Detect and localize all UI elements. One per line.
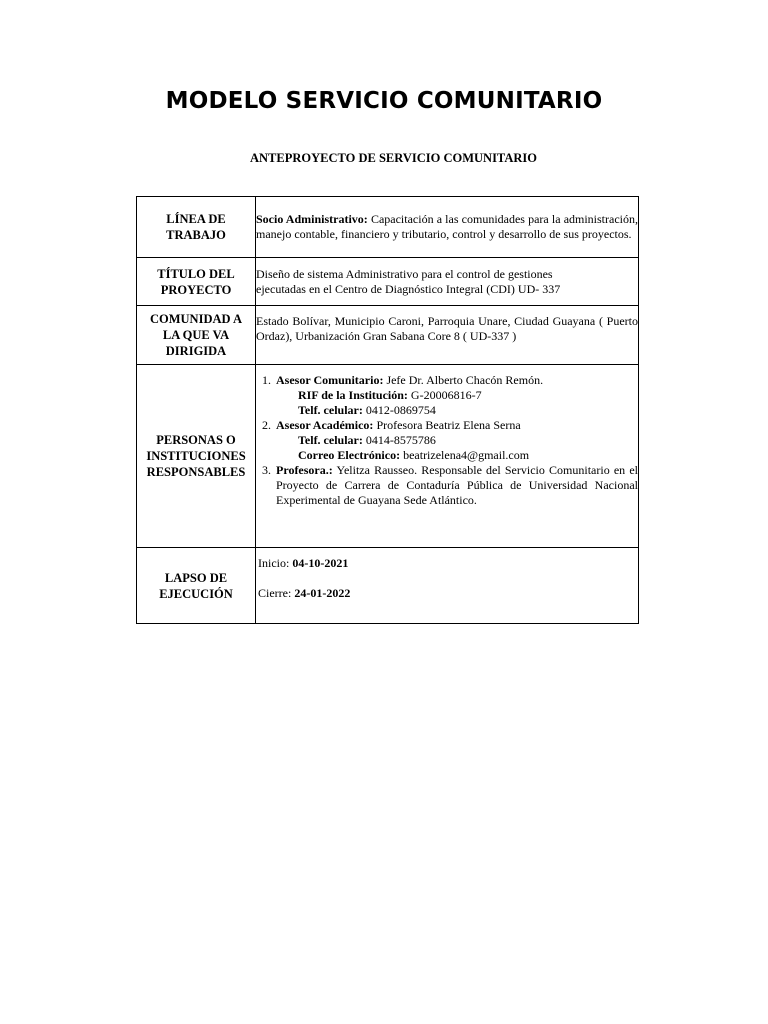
document-subtitle: ANTEPROYECTO DE SERVICIO COMUNITARIO [250, 151, 537, 165]
row-comunidad [137, 306, 639, 365]
row-linea-trabajo [137, 197, 639, 258]
row-titulo-proyecto [137, 258, 639, 306]
inicio-value: 04-10-2021 [292, 556, 349, 570]
inicio-label: Inicio: [258, 556, 293, 570]
telf-line-1 [276, 403, 638, 418]
project-table [136, 196, 639, 624]
titulo-line: Diseño de sistema Administrativo para el control de gestiones [256, 266, 553, 281]
label-comunidad [137, 306, 256, 365]
label-line: EJECUCIÓN [159, 586, 233, 601]
label-titulo-proyecto [137, 258, 256, 306]
linea-text: Capacitación a las comunidades para la administración, manejo contable, financiero y tributario, control y desarrollo de sus proyectos. [256, 212, 639, 241]
asesor-comunitario-label: Asesor Comunitario: [276, 373, 384, 387]
label-line: TRABAJO [166, 228, 226, 242]
label-line: DIRIGIDA [165, 344, 227, 358]
row-personas [137, 365, 639, 548]
label-line: LA QUE VA [162, 328, 230, 342]
profesora-label: Profesora.: [276, 463, 333, 477]
cierre-label: Cierre: [258, 586, 295, 600]
label-line: PERSONAS O [156, 433, 236, 447]
asesor-academico-text: Profesora Beatriz Elena Serna [373, 418, 521, 432]
asesor-academico-label: Asesor Académico: [276, 418, 374, 432]
telf-value-2: 0414-8575786 [362, 433, 436, 447]
row-lapso [137, 548, 639, 624]
telf-label-2: Telf. celular: [298, 433, 363, 447]
titulo-line: ejecutadas en el Centro de Diagnóstico Integral (CDI) UD- 337 [256, 281, 561, 296]
profesora-text: Yelitza Rausseo. Responsable del Servicio Comunitario en el Proyecto de Carrera de Contaduría Pública de Universidad Nacional Experimental de Guayana Sede Atlántico. [276, 463, 638, 507]
correo-value: beatrizelena4@gmail.com [400, 448, 530, 462]
cierre-value: 24-01-2022 [294, 586, 351, 600]
responsables-list [256, 373, 638, 508]
list-item-profesora [274, 463, 638, 508]
label-line: INSTITUCIONES [146, 449, 246, 463]
label-line: RESPONSABLES [146, 465, 246, 479]
label-personas [137, 365, 256, 548]
cierre-line [256, 586, 638, 601]
label-line: COMUNIDAD A [149, 312, 242, 326]
linea-bold-text: Socio Administrativo: [256, 212, 368, 226]
page-title: MODELO SERVICIO COMUNITARIO [165, 88, 603, 114]
telf-line-2 [276, 433, 638, 448]
list-item-asesor-academico [274, 418, 638, 463]
content-lapso [256, 548, 639, 624]
content-comunidad [256, 306, 639, 365]
rif-value: G-20006816-7 [407, 388, 482, 402]
correo-line [276, 448, 638, 463]
asesor-comunitario-text: Jefe Dr. Alberto Chacón Remón. [383, 373, 544, 387]
content-titulo-proyecto [256, 258, 639, 306]
label-lapso [137, 548, 256, 624]
comunidad-text: Estado Bolívar, Municipio Caroni, Parroquia Unare, Ciudad Guayana ( Puerto Ordaz), Urbanización Gran Sabana Core 8 ( UD-337 ) [256, 314, 638, 343]
correo-label: Correo Electrónico: [298, 448, 401, 462]
content-linea-trabajo [256, 197, 639, 258]
label-line: PROYECTO [160, 282, 232, 297]
rif-line [276, 388, 638, 403]
label-line: TÍTULO DEL [157, 266, 235, 281]
content-personas [256, 365, 639, 548]
label-line: LAPSO DE [164, 570, 228, 585]
inicio-line [256, 556, 638, 571]
label-line: LÍNEA DE [166, 212, 226, 226]
label-linea-trabajo [137, 197, 256, 258]
telf-label-1: Telf. celular: [298, 403, 363, 417]
rif-label: RIF de la Institución: [298, 388, 408, 402]
list-item-asesor-comunitario [274, 373, 638, 418]
telf-value-1: 0412-0869754 [362, 403, 436, 417]
